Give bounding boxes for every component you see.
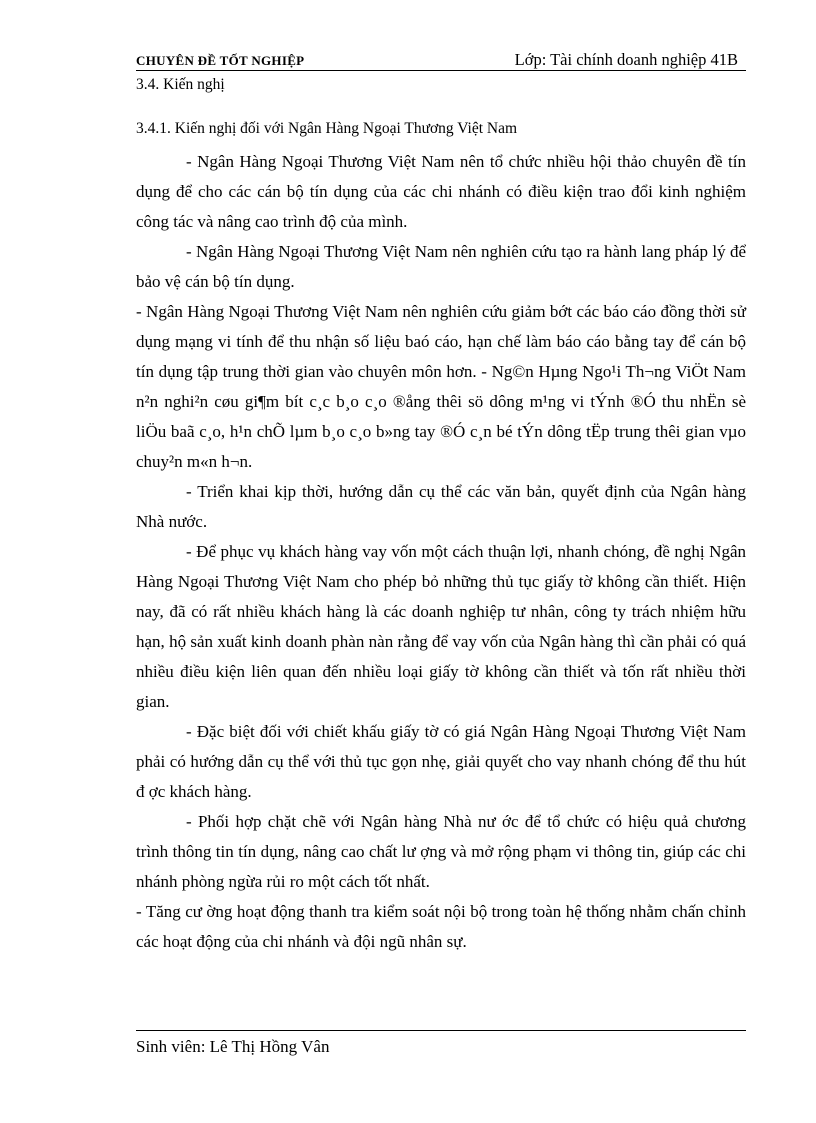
paragraph-6: - Đặc biệt đối với chiết khấu giấy tờ có giá Ngân Hàng Ngoại Thương Việt Nam phải có hướng dẫn cụ thể với thủ tục gọn nhẹ, giải quyết cho vay nhanh chóng để thu hút đ ợc khách hàng. bbox=[136, 722, 746, 801]
paragraph-7: - Phối hợp chặt chẽ với Ngân hàng Nhà nư ớc để tổ chức có hiệu quả chương trình thông tin tín dụng, nâng cao chất lư ợng và mở rộng phạm vi thông tin, giúp các chi nhánh phòng ngừa rủi ro một cách tốt nhất. bbox=[136, 812, 746, 891]
document-page bbox=[136, 0, 746, 1123]
section-title: 3.4. Kiến nghị bbox=[136, 76, 225, 93]
footer-student-name: Sinh viên: Lê Thị Hồng Vân bbox=[136, 1037, 330, 1056]
paragraph-2: - Ngân Hàng Ngoại Thương Việt Nam nên nghiên cứu tạo ra hành lang pháp lý để bảo vệ cán bộ tín dụng. bbox=[136, 242, 746, 291]
header-class: Lớp: Tài chính doanh nghiệp 41B bbox=[514, 50, 738, 69]
paragraph-5: - Để phục vụ khách hàng vay vốn một cách thuận lợi, nhanh chóng, đề nghị Ngân Hàng Ngoại Thương Việt Nam cho phép bỏ những thủ tục giấy tờ không cần thiết. Hiện nay, đã có rất nhiều khách hàng là các doanh nghiệp tư nhân, công ty trách nhiệm hữu hạn, hộ sản xuất kinh doanh phàn nàn rằng để vay vốn của Ngân hàng thì cần phải có quá nhiều điều kiện liên quan đến nhiều loại giấy tờ không cần thiết và tốn rất nhiều thời gian. bbox=[136, 542, 746, 711]
header-thesis-title: CHUYÊN ĐỀ TỐT NGHIỆP bbox=[136, 53, 305, 68]
paragraph-3: - Ngân Hàng Ngoại Thương Việt Nam nên nghiên cứu giảm bớt các báo cáo đồng thời sử dụng mạng vi tính để thu nhận số liệu baó cáo, hạn chế làm báo cáo bằng tay để cán bộ tín dụng tập trung thời gian vào chuyên môn hơn. - Ng©n Hµng Ngo¹i Th¬ng ViÖt Nam n²n nghi²n cøu gi¶m bít c¸c b¸o c¸o ®ång thêi sö dông m¹ng vi tÝnh ®Ó thu nhËn sè liÖu baã c¸o, h¹n chÕ lµm b¸o c¸o b»ng tay ®Ó c¸n bé tÝn dông tËp trung thêi gian vµo chuy²n m«n h¬n. bbox=[136, 302, 746, 471]
subsection-title: 3.4.1. Kiến nghị đối với Ngân Hàng Ngoại Thương Việt Nam bbox=[136, 120, 518, 137]
document-body bbox=[136, 147, 746, 957]
paragraph-8: - Tăng cư ờng hoạt động thanh tra kiểm soát nội bộ trong toàn hệ thống nhằm chấn chỉnh các hoạt động của chi nhánh và đội ngũ nhân sự. bbox=[136, 902, 746, 951]
footer-divider bbox=[136, 1030, 746, 1031]
paragraph-4: - Triển khai kịp thời, hướng dẫn cụ thể các văn bản, quyết định của Ngân hàng Nhà nước. bbox=[136, 482, 746, 531]
page-header bbox=[136, 50, 746, 71]
paragraph-1: - Ngân Hàng Ngoại Thương Việt Nam nên tổ chức nhiều hội thảo chuyên đề tín dụng để cho các cán bộ tín dụng của các chi nhánh có điều kiện trao đổi kinh nghiệm công tác và nâng cao trình độ của mình. bbox=[136, 152, 746, 231]
